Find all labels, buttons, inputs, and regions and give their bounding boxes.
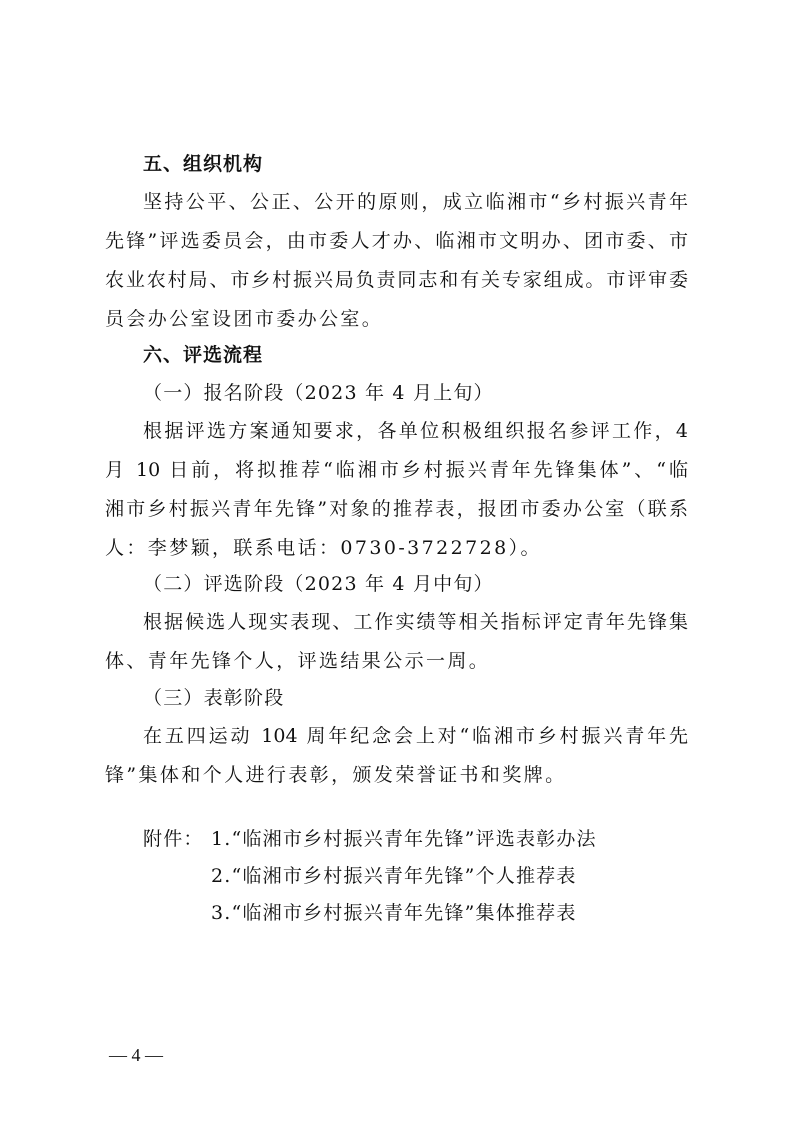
paragraph-line: 体、青年先锋个人，评选结果公示一周。: [105, 650, 491, 672]
stage-title-commendation: （三）表彰阶段: [143, 687, 285, 709]
attachment-item: 3.“临湘市乡村振兴青年先锋”集体推荐表: [211, 902, 577, 924]
paragraph-line: 人：李梦颖，联系电话：0730-3722728）。: [105, 537, 542, 559]
paragraph-line: 农业农村局、市乡村振兴局负责同志和有关专家组成。市评审委: [105, 269, 688, 291]
paragraph-line: 在五四运动 104 周年纪念会上对“临湘市乡村振兴青年先: [143, 725, 688, 747]
attachment-item: 2.“临湘市乡村振兴青年先锋”个人推荐表: [211, 865, 577, 887]
section-heading-process: 六、评选流程: [143, 344, 264, 366]
attachment-item: 1.“临湘市乡村振兴青年先锋”评选表彰办法: [211, 828, 597, 850]
paragraph-line: 根据候选人现实表现、工作实绩等相关指标评定青年先锋集: [143, 611, 688, 633]
paragraph-line: 湘市乡村振兴青年先锋”对象的推荐表，报团市委办公室（联系: [105, 498, 688, 520]
paragraph-line: 先锋”评选委员会，由市委人才办、临湘市文明办、团市委、市: [105, 230, 688, 252]
stage-title-registration: （一）报名阶段（2023 年 4 月上旬）: [143, 382, 494, 404]
section-heading-organization: 五、组织机构: [143, 153, 264, 175]
paragraph-line: 坚持公平、公正、公开的原则，成立临湘市“乡村振兴青年: [143, 191, 688, 213]
paragraph-line: 根据评选方案通知要求，各单位积极组织报名参评工作，4: [143, 420, 688, 442]
paragraph-line: 月 10 日前，将拟推荐“临湘市乡村振兴青年先锋集体”、“临: [105, 459, 688, 481]
stage-title-selection: （二）评选阶段（2023 年 4 月中旬）: [143, 573, 494, 595]
paragraph-line: 锋”集体和个人进行表彰，颁发荣誉证书和奖牌。: [105, 764, 567, 786]
page-number: — 4 —: [109, 1045, 163, 1065]
paragraph-line: 员会办公室设团市委办公室。: [105, 308, 384, 330]
attachments-label: 附件：: [143, 828, 204, 850]
